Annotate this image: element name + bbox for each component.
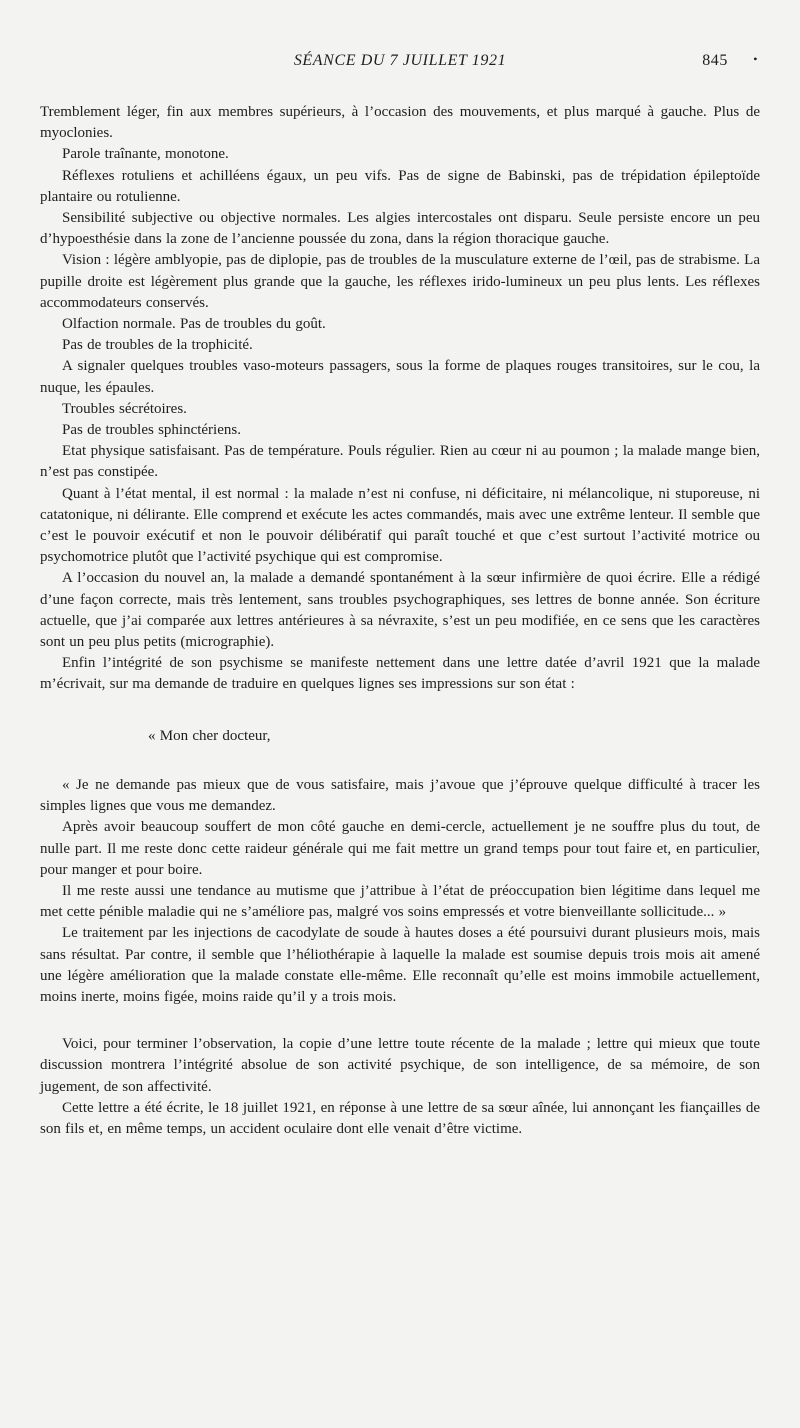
body-text	[40, 102, 760, 1140]
letter-paragraph: Il me reste aussi une tendance au mutisme que j’attribue à l’état de préoccupation bien légitime dans lequel me met cette pénible maladie qui ne s’améliore pas, malgré vos soins empressés et votre bienveillante sollicitude... »	[40, 882, 760, 921]
letter-paragraph: Après avoir beaucoup souffert de mon côté gauche en demi-cercle, actuellement je ne souffre plus du tout, de nulle part. Il me reste donc cette raideur générale qui me fait mettre un grand temps pour tout faire et, en particulier, pour manger et pour boire.	[40, 819, 760, 878]
page-number: 845	[702, 52, 728, 69]
paragraph: Enfin l’intégrité de son psychisme se manifeste nettement dans une lettre datée d’avril 1921 que la malade m’écrivait, sur ma demande de traduire en quelques lignes ses impressions sur son état :	[40, 655, 760, 693]
paragraph: Parole traînante, monotone.	[62, 146, 229, 163]
letter-salutation: « Mon cher docteur,	[148, 727, 271, 744]
paragraph: Réflexes rotuliens et achilléens égaux, un peu vifs. Pas de signe de Babinski, pas de trépidation épileptoïde plantaire ou rotulienne.	[40, 167, 760, 205]
paragraph: Voici, pour terminer l’observation, la copie d’une lettre toute récente de la malade ; lettre qui mieux que toute discussion montrera l’intégrité absolue de son activité psychique, de son intelligence, de sa mémoire, de son jugement, de son affectivité.	[40, 1036, 760, 1095]
paragraph: Etat physique satisfaisant. Pas de température. Pouls régulier. Rien au cœur ni au poumon ; la malade mange bien, n’est pas constipée.	[40, 443, 760, 481]
paragraph: A l’occasion du nouvel an, la malade a demandé spontanément à la sœur infirmière de quoi écrire. Elle a rédigé d’une façon correcte, mais très lentement, sans troubles psychographiques, ses lettres de bonne année. Son écriture actuelle, que j’ai comparée aux lettres antérieures à sa névraxite, s’est un peu modifiée, en ce sens que les caractères sont un peu plus petits (micrographie).	[40, 570, 760, 651]
paragraph: Troubles sécrétoires.	[62, 400, 187, 417]
margin-mark: •	[753, 52, 758, 66]
paragraph: Pas de troubles sphinctériens.	[62, 422, 241, 439]
paragraph: Le traitement par les injections de cacodylate de soude à hautes doses a été poursuivi durant plusieurs mois, mais sans résultat. Par contre, il semble que l’héliothérapie à laquelle la malade est soumise depuis trois mois ait amené une légère amélioration que la malade constate elle-même. Elle reconnaît qu’elle est moins immobile actuellement, moins inerte, moins figée, moins raide qu’il y a trois mois.	[40, 925, 760, 1005]
paragraph: Quant à l’état mental, il est normal : la malade n’est ni confuse, ni déficitaire, ni mélancolique, ni stuporeuse, ni catatonique, ni délirante. Elle comprend et exécute les actes commandés, mais avec une extrême lenteur. Il semble que c’est le pouvoir exécutif et non le pouvoir délibératif qui paraît touché et que c’est surtout l’activité motrice ou psychomotrice plutôt que l’activité psychique qui est compromise.	[40, 485, 760, 566]
page-header	[40, 52, 760, 78]
paragraph: Pas de troubles de la trophicité.	[62, 337, 253, 354]
running-head: SÉANCE DU 7 JUILLET 1921	[293, 52, 507, 69]
paragraph: Olfaction normale. Pas de troubles du goût.	[62, 316, 326, 333]
paragraph: Vision : légère amblyopie, pas de diplopie, pas de troubles de la musculature externe de l’œil, pas de strabisme. La pupille droite est légèrement plus grande que la gauche, les réflexes irido-lumineux un peu plus lents. Les réflexes accommodateurs conservés.	[40, 252, 760, 311]
paragraph: A signaler quelques troubles vaso-moteurs passagers, sous la forme de plaques rouges transitoires, sur le cou, la nuque, les épaules.	[40, 358, 760, 396]
letter-paragraph: « Je ne demande pas mieux que de vous satisfaire, mais j’avoue que j’éprouve quelque difficulté à tracer les simples lignes que vous me demandez.	[40, 776, 760, 815]
paragraph: Cette lettre a été écrite, le 18 juillet 1921, en réponse à une lettre de sa sœur aînée, lui annonçant les fiançailles de son fils et, en même temps, un accident oculaire dont elle venait d’être victime.	[40, 1099, 760, 1137]
paragraph: Tremblement léger, fin aux membres supérieurs, à l’occasion des mouvements, et plus marqué à gauche. Plus de myoclonies.	[40, 104, 760, 142]
paragraph: Sensibilité subjective ou objective normales. Les algies intercostales ont disparu. Seule persiste encore un peu d’hypoesthésie dans la zone de l’ancienne poussée du zona, dans la région thoracique gauche.	[40, 210, 760, 248]
